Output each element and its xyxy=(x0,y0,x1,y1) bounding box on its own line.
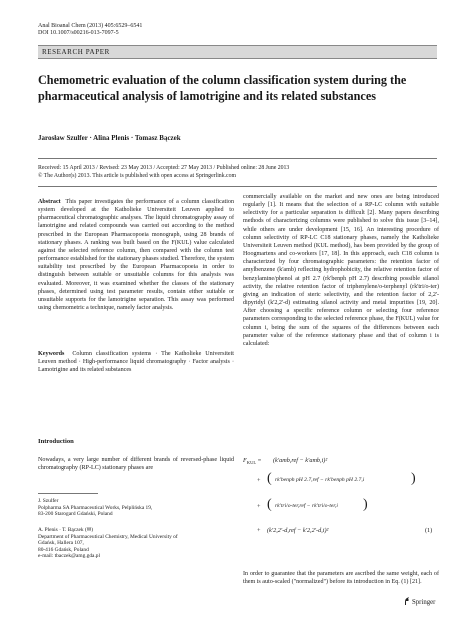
equation-lhs-sub: KUL xyxy=(246,460,257,466)
divider xyxy=(38,186,437,187)
author-name: J. Szulfer xyxy=(38,498,59,504)
article-type: RESEARCH PAPER xyxy=(42,48,110,56)
abstract-text: This paper investigates the performance of a column classification system developed at the Katholieke Universiteit Leuven applied to pharmaceutical chromatographic analyses. The liquid chromatography assay of lamotrigine and related compounds was carried out according to the method prescribed in the European Pharmacopoeia monograph, using 28 brands of stationary phases. A ranking was built based on the F(KUL) value calculated against the selected reference column, then compared with the column test performance established for the stationary phases studied. Therefore, the system suitability test prescribed by the European Pharmacopoeia in order to distinguish between suitable or unsuitable columns for this analysis was evaluated. Moreover, it was examined whether the classes of the stationary phases, determined using test parameter results, contain either suitable or unsuitable supports for the lamotrigine separation. This assay was performed using chemometric a technique, namely factor analysis. xyxy=(38,199,235,312)
address-line: Polpharma SA Pharmaceutical Works, Pelplińska 19, xyxy=(38,504,153,511)
springer-knight-icon xyxy=(404,597,410,605)
authors: Jarosław Szulfer · Alina Plenis · Tomasz Bączek xyxy=(38,134,181,142)
journal-header xyxy=(38,23,338,37)
abstract xyxy=(38,198,234,312)
article-type-bar xyxy=(38,45,437,59)
equation-number: (1) xyxy=(425,527,433,534)
address-line: 80-416 Gdańsk, Poland xyxy=(38,546,89,553)
body-text-right: commercially available on the market and new ones are being introduced regularly [1]. It means that the selection of a RP-LC column with suitable selectivity for a particular separation is difficult [2]. Many papers describing methods of characterizing columns were published to solve this issue [3–14], while others are under development [15, 16]. An interesting procedure of column selectivity of RP-LC C18 stationary phases, namely the Katholieke Universiteit Leuven method (KUL method), has been provided by the group of Hoogmartens and co-workers [17, 18]. In this approach, each C18 column is characterized by four chromatographic parameters: the retention factor of amylbenzene (k'amb) reflecting hydrophobicity, the relative retention factor of benzylamine/phenol at pH 2.7 (rk'benph pH 2.7) describing possible silanol activity, the relative retention factor of triphenylene/o-terphenyl (rk'tri/o-ter) giving an indication of steric selectivity, and the retention factor of 2,2'-dipyridyl (k'2,2'-d) estimating silanol activity and metal impurities [19, 20]. After choosing a specific reference column or selecting four reference parameters corresponding to the selected reference phase, the F(KUL) value for column i, being the sum of the squares of the differences between each parameter value of the reference stationary phase and that of column i is calculated: xyxy=(243,194,439,347)
email-link[interactable]: e-mail: tbaczek@amg.gda.pl xyxy=(38,553,100,559)
affiliation-1 xyxy=(38,498,234,518)
equation-lhs: F xyxy=(243,457,247,464)
address-line: 83-200 Starogard Gdański, Poland xyxy=(38,511,113,517)
affiliation-2 xyxy=(38,527,234,560)
author-name: A. Plenis · T. Bączek (✉) xyxy=(38,527,94,533)
keywords-label: Keywords xyxy=(38,351,65,357)
introduction-heading: Introduction xyxy=(38,438,74,445)
address-line: Department of Pharmaceutical Chemistry, Medical University of xyxy=(38,533,178,540)
equation-term-3: rk′tri/o-ter,ref − rk′tri/o-ter,i xyxy=(275,503,338,509)
body-text-after-equation: In order to guarantee that the parameters are ascribed the same weight, each of them is auto-scaled ("normalized") before its introduction in Eq. (1) [21]. xyxy=(243,571,439,586)
publication-dates xyxy=(38,165,437,181)
equation-term-1: (k′amb,ref − k′amb,i)² xyxy=(273,457,328,464)
keywords-text: Column classification systems · The Katholieke Universiteit Leuven method · High-performance liquid chromatography · Factor analysis · Lamotrigine and its related substances xyxy=(38,351,235,374)
publisher-logo xyxy=(404,597,435,606)
equation-term-2: rk′benph pH 2.7,ref − rk′benph pH 2.7,i xyxy=(275,477,365,483)
publisher-name: Springer xyxy=(412,599,436,606)
equation-term-4: (k′2,2′-d,ref − k′2,2′-d,i)² xyxy=(267,527,329,534)
doi[interactable]: DOI 10.1007/s00216-013-7097-5 xyxy=(38,30,119,37)
footnote-rule xyxy=(38,493,98,494)
equation: $F_{KUL}$ = (k′amb,ref − k′amb,i)² + ( rk′benph pH 2.7,ref − rk′benph pH 2.7,i ) + ( rk′tri/o-ter,ref − rk′tri/o-ter,i ) + (k′2,2′-d,ref − k′2,2′-d,i)² (1) xyxy=(243,457,433,534)
divider xyxy=(38,158,437,159)
abstract-label: Abstract xyxy=(38,199,61,205)
keywords xyxy=(38,350,234,374)
address-line: Gdańsk, Hallera 107, xyxy=(38,540,84,546)
article-title: Chemometric evaluation of the column classification system during the pharmaceutical analysis of lamotrigine and its related substances xyxy=(38,73,407,103)
license-note: © The Author(s) 2013. This article is published with open access at Springerlink.com xyxy=(38,172,237,179)
introduction-text: Nowadays, a very large number of different brands of reversed-phase liquid chromatography (RP-LC) stationary phases are xyxy=(38,457,234,472)
journal-citation: Anal Bioanal Chem (2013) 405:6529–6541 xyxy=(38,23,143,29)
history-dates: Received: 15 April 2013 / Revised: 23 May 2013 / Accepted: 27 May 2013 / Published online: 28 June 2013 xyxy=(38,165,290,171)
